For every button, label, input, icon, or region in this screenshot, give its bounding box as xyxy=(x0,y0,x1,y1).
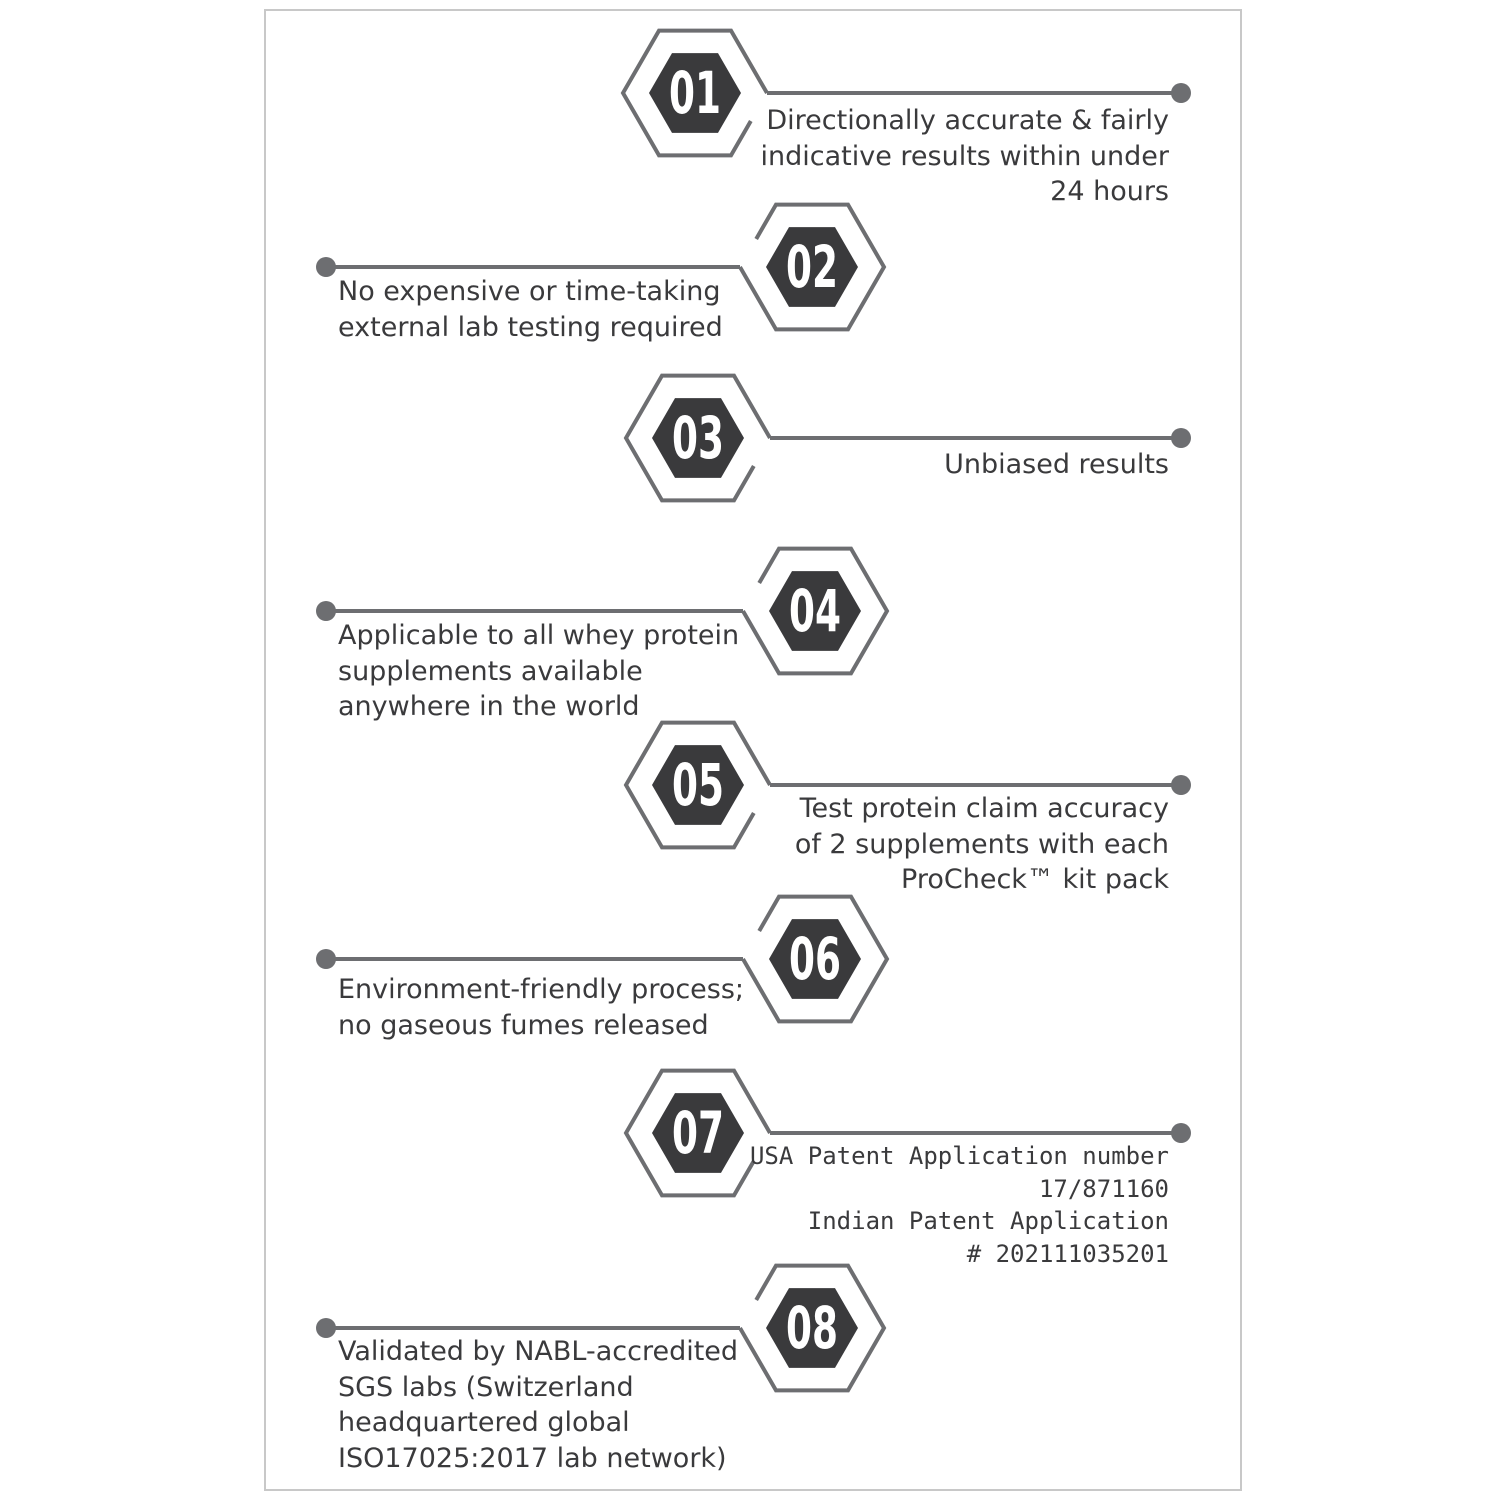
feature-description-06 xyxy=(338,972,744,1043)
description-line: Unbiased results xyxy=(944,449,1169,480)
description-line: indicative results within under xyxy=(760,140,1169,172)
feature-description-03 xyxy=(944,447,1169,483)
feature-number: 02 xyxy=(786,233,838,301)
feature-number: 08 xyxy=(786,1294,838,1362)
description-line: external lab testing required xyxy=(338,311,723,343)
description-line: SGS labs (Switzerland xyxy=(338,1371,634,1403)
description-line: 17/871160 xyxy=(1038,1174,1169,1203)
description-line: Indian Patent Application xyxy=(807,1207,1169,1235)
connector-dot xyxy=(316,949,336,969)
connector-dot xyxy=(316,601,336,621)
description-line: no gaseous fumes released xyxy=(338,1009,709,1041)
description-line: # 202111035201 xyxy=(966,1239,1169,1268)
connector-dot xyxy=(1171,1123,1191,1143)
feature-number: 03 xyxy=(672,404,724,472)
description-line: headquartered global xyxy=(338,1407,630,1438)
description-line: ProCheck™ kit pack xyxy=(901,864,1169,895)
feature-description-08 xyxy=(338,1334,738,1476)
description-line: Environment-friendly process; xyxy=(338,974,745,1005)
description-line: ISO17025:2017 lab network) xyxy=(338,1442,727,1474)
connector-dot xyxy=(1171,775,1191,795)
connector-dot xyxy=(316,257,336,277)
feature-number: 05 xyxy=(672,751,724,819)
description-line: anywhere in the world xyxy=(338,691,640,722)
feature-description-05 xyxy=(795,791,1169,898)
description-line: Applicable to all whey protein xyxy=(338,620,740,651)
feature-description-01 xyxy=(761,103,1170,210)
connector-dot xyxy=(316,1318,336,1338)
feature-number: 01 xyxy=(669,59,721,127)
feature-number: 06 xyxy=(789,925,841,993)
feature-description-07 xyxy=(750,1140,1169,1270)
feature-description-02 xyxy=(338,274,723,345)
description-line: of 2 supplements with each xyxy=(794,828,1169,860)
description-line: 24 hours xyxy=(1050,176,1169,207)
connector-dot xyxy=(1171,83,1191,103)
feature-description-04 xyxy=(338,618,739,725)
connector-dot xyxy=(1171,428,1191,448)
feature-number: 04 xyxy=(789,577,841,645)
description-line: No expensive or time-taking xyxy=(338,276,721,307)
description-line: Directionally accurate & fairly xyxy=(766,105,1169,136)
description-line: supplements available xyxy=(338,655,643,687)
description-line: Test protein claim accuracy xyxy=(799,793,1169,824)
feature-number: 07 xyxy=(672,1099,724,1167)
description-line: Validated by NABL-accredited xyxy=(338,1336,739,1367)
description-line: USA Patent Application number xyxy=(749,1142,1169,1170)
